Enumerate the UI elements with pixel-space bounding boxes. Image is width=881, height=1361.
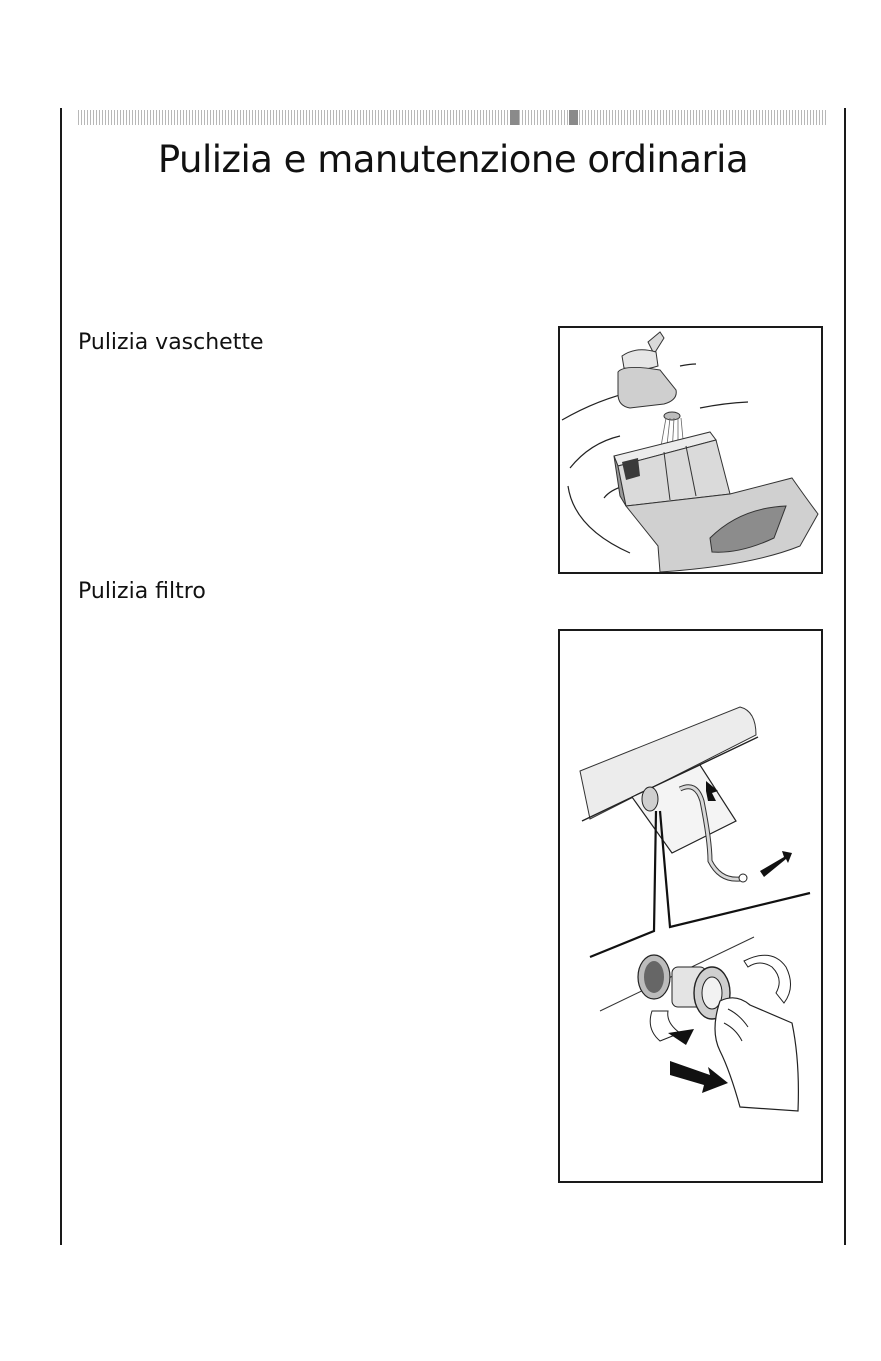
drain-filter-illustration [558,629,823,1183]
tap-and-drawer-icon [560,328,821,572]
section-heading-pulizia-vaschette: Pulizia vaschette [78,330,264,355]
detergent-drawer-illustration [558,326,823,574]
filter-removal-icon [560,631,821,1181]
page-title: Pulizia e manutenzione ordinaria [157,138,749,181]
decorative-tick-bar [78,110,828,125]
tick-highlight-block [569,110,578,125]
right-margin-rule [844,108,846,1245]
tick-highlight-block [510,110,519,125]
section-heading-pulizia-filtro: Pulizia filtro [78,579,206,604]
left-margin-rule [60,108,62,1245]
